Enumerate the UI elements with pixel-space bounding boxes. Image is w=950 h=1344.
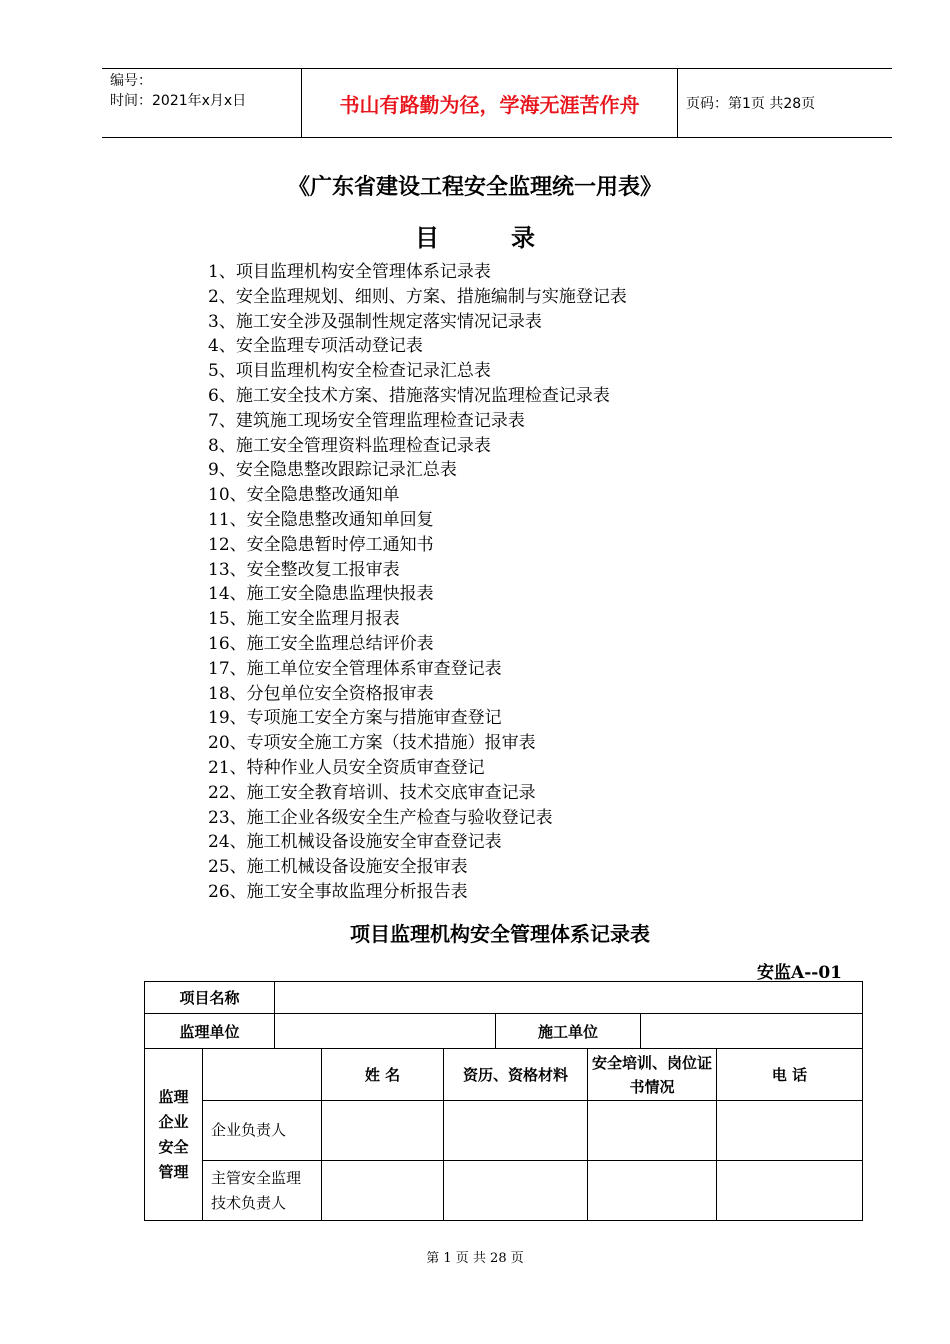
toc-item: 1、项目监理机构安全管理体系记录表 [208,262,491,282]
construction-unit-field[interactable] [641,1014,863,1049]
toc-item: 13、安全整改复工报审表 [208,559,400,580]
toc-item: 20、专项安全施工方案（技术措施）报审表 [208,733,536,754]
toc-item: 19、专项施工安全方案与措施审查登记 [208,708,502,729]
phone-column-header: 电 话 [717,1049,863,1101]
toc-item: 7、建筑施工现场安全管理监理检查记录表 [208,410,525,431]
toc-item: 2、安全监理规划、细则、方案、措施编制与实施登记表 [208,286,627,307]
qualification-cell[interactable] [444,1101,588,1161]
toc-item: 12、安全隐患暂时停工通知书 [208,534,434,555]
toc-item: 11、安全隐患整改通知单回复 [208,509,434,530]
units-row [145,1014,863,1049]
role-header-cell [203,1049,322,1101]
project-name-row [145,982,863,1014]
form-code: 安监A--01 [757,963,842,983]
toc-item: 3、施工安全涉及强制性规定落实情况记录表 [208,311,542,332]
toc-item: 9、安全隐患整改跟踪记录汇总表 [208,460,457,481]
table-row [145,1161,863,1221]
toc-item: 6、施工安全技术方案、措施落实情况监理检查记录表 [208,385,610,406]
side-label [145,1049,203,1221]
page-header [102,68,892,138]
toc-item: 21、特种作业人员安全资质审查登记 [208,757,485,778]
toc-item: 10、安全隐患整改通知单 [208,485,400,506]
toc-item: 25、施工机械设备设施安全报审表 [208,857,468,878]
side-label-line: 企业 [158,1112,189,1131]
table-row [145,1101,863,1161]
toc-list [208,260,627,905]
header-meta [102,69,302,137]
toc-heading-char-2: 录 [511,224,535,252]
column-header-row [145,1049,863,1101]
page-footer: 第 1 页 共 28 页 [426,1251,524,1266]
training-cell[interactable] [588,1101,717,1161]
name-column-header: 姓 名 [322,1049,444,1101]
header-page-info: 页码：第1页 共28页 [686,96,816,112]
time-label: 时间：2021年x月x日 [110,93,247,109]
name-cell[interactable] [322,1161,444,1221]
side-label-line: 安全 [158,1137,189,1156]
training-column-header: 安全培训、岗位证书情况 [588,1049,717,1101]
supervision-unit-label: 监理单位 [145,1014,275,1049]
side-label-line: 监理 [158,1087,189,1106]
qualification-column-header: 资历、资格材料 [444,1049,588,1101]
toc-item: 17、施工单位安全管理体系审查登记表 [208,658,502,679]
role-cell [203,1161,322,1221]
toc-item: 24、施工机械设备设施安全审查登记表 [208,832,502,853]
toc-item: 15、施工安全监理月报表 [208,609,400,630]
safety-management-form [144,981,863,1221]
construction-unit-label: 施工单位 [496,1014,641,1049]
side-label-line: 管理 [158,1162,189,1181]
project-name-label: 项目名称 [145,982,275,1014]
training-cell[interactable] [588,1161,717,1221]
toc-item: 4、安全监理专项活动登记表 [208,336,423,357]
project-name-field[interactable] [275,982,863,1014]
toc-item: 18、分包单位安全资格报审表 [208,683,434,704]
form-title: 项目监理机构安全管理体系记录表 [350,922,650,946]
role-line: 主管安全监理 [211,1168,302,1187]
name-cell[interactable] [322,1101,444,1161]
role-cell: 企业负责人 [203,1101,322,1161]
phone-cell[interactable] [717,1101,863,1161]
phone-cell[interactable] [717,1161,863,1221]
toc-item: 16、施工安全监理总结评价表 [208,633,434,654]
toc-item: 26、施工安全事故监理分析报告表 [208,881,468,902]
toc-item: 14、施工安全隐患监理快报表 [208,584,434,605]
document-title: 《广东省建设工程安全监理统一用表》 [287,175,662,200]
toc-item: 8、施工安全管理资料监理检查记录表 [208,435,491,456]
header-motto: 书山有路勤为径，学海无涯苦作舟 [302,69,678,137]
supervision-unit-field[interactable] [275,1014,496,1049]
toc-heading [0,218,950,253]
role-line: 技术负责人 [211,1193,287,1212]
toc-item: 5、项目监理机构安全检查记录汇总表 [208,361,491,382]
toc-item: 22、施工安全教育培训、技术交底审查记录 [208,782,536,803]
toc-item: 23、施工企业各级安全生产检查与验收登记表 [208,807,553,828]
qualification-cell[interactable] [444,1161,588,1221]
toc-heading-char-1: 目 [415,224,439,252]
number-label: 编号： [110,73,152,89]
